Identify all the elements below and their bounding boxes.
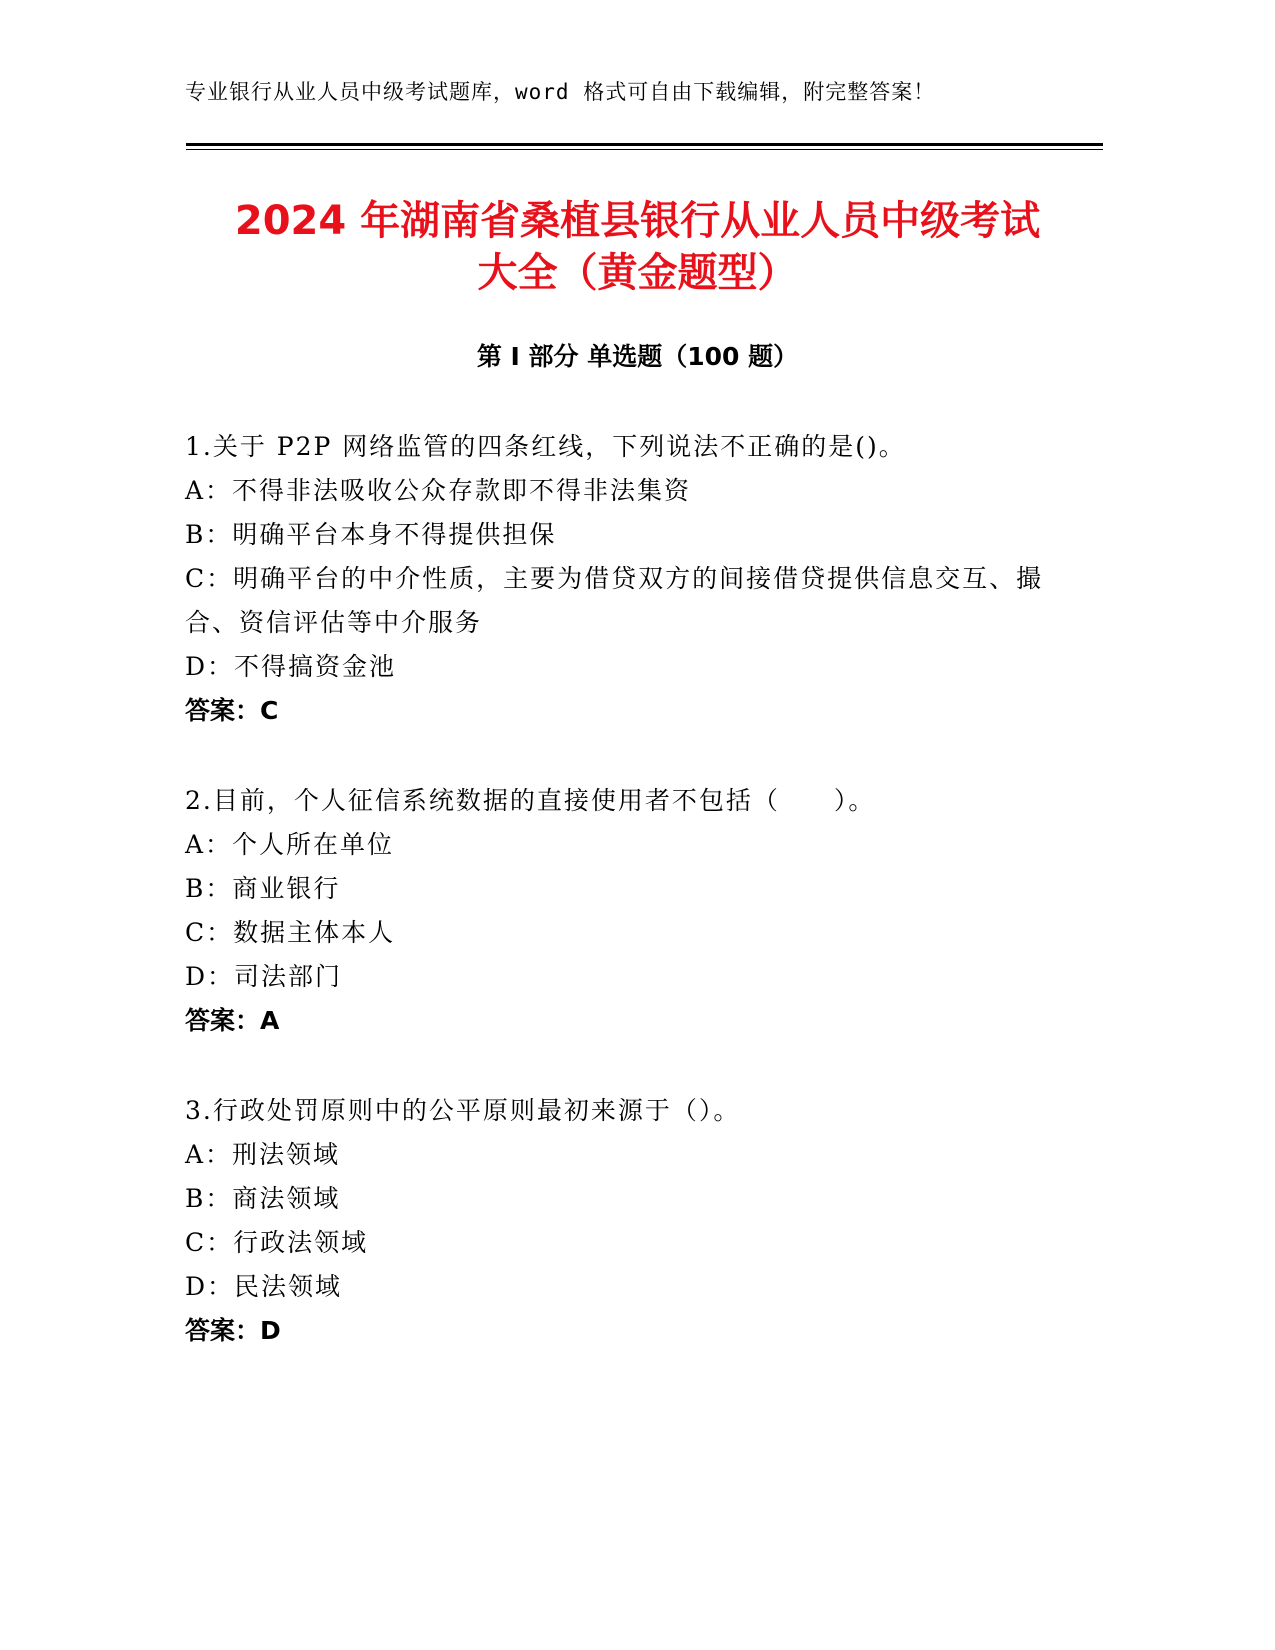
option-d: D：民法领域 [185,1272,343,1301]
option-a: A：不得非法吸收公众存款即不得非法集资 [185,476,692,505]
option-b: B：明确平台本身不得提供担保 [185,520,557,549]
option-a: A：个人所在单位 [185,830,395,859]
question-2 [185,779,1065,1043]
answer: 答案：D [185,1316,281,1345]
option-b: B：商业银行 [185,874,341,903]
document-title-line2: 大全（黄金题型） [477,250,798,296]
section-title: 第 I 部分 单选题（100 题） [476,342,799,371]
question-3 [185,1089,1065,1353]
header-rule-thick [186,143,1103,146]
question-1 [185,425,1065,733]
question-stem: 1.关于 P2P 网络监管的四条红线，下列说法不正确的是()。 [185,432,906,461]
header-rule-thin [186,149,1103,150]
question-list [185,425,1065,1399]
option-b: B：商法领域 [185,1184,341,1213]
option-a: A：刑法领域 [185,1140,341,1169]
option-d: D：不得搞资金池 [185,652,397,681]
question-stem: 3.行政处罚原则中的公平原则最初来源于（）。 [185,1096,741,1125]
option-d: D：司法部门 [185,962,343,991]
option-c: C：数据主体本人 [185,918,396,947]
option-c: C：行政法领域 [185,1228,369,1257]
answer: 答案：C [185,696,279,725]
document-title-line1: 2024 年湖南省桑植县银行从业人员中级考试 [234,198,1041,244]
document-title [130,195,1145,299]
answer: 答案：A [185,1006,280,1035]
option-c: C：明确平台的中介性质，主要为借贷双方的间接借贷提供信息交互、撮合、资信评估等中介服务 [185,564,1044,637]
header-note: 专业银行从业人员中级考试题库，word 格式可自由下载编辑，附完整答案！ [185,80,936,104]
question-stem: 2.目前，个人征信系统数据的直接使用者不包括（ ）。 [185,786,876,815]
